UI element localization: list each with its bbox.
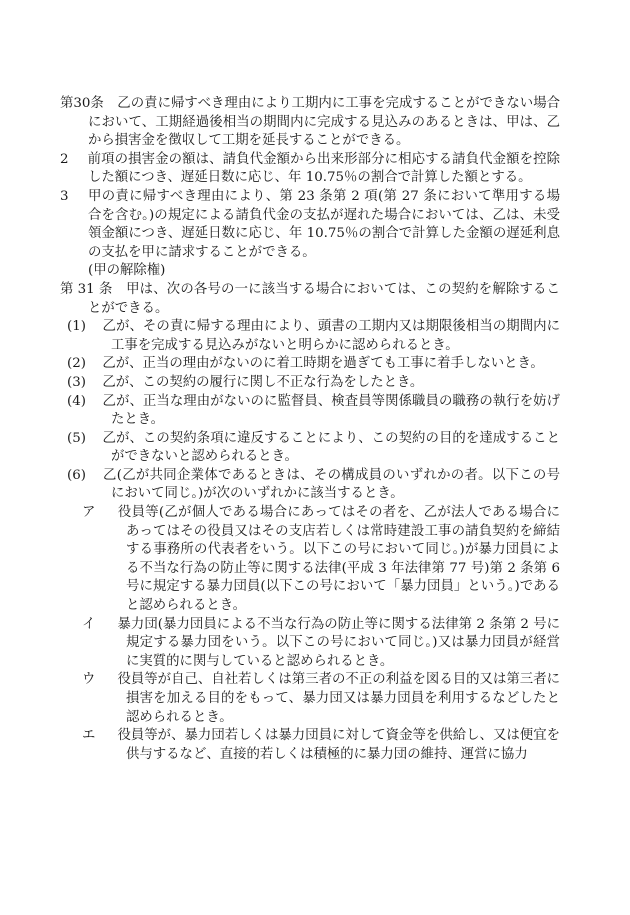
sub-item-text: 役員等が、暴力団若しくは暴力団員に対して資金等を供給し、又は便宜を供与するなど、直接的若しくは積極的に暴力団の維持、運営に協力 xyxy=(117,728,561,762)
sub-item-text: 役員等が自己、自社若しくは第三者の不正の利益を図る目的又は第三者に損害を加える目的をもって、暴力団又は暴力団員を利用するなどしたと認められるとき。 xyxy=(117,672,561,725)
list-item: (3) 乙が、この契約の履行に関し不正な行為をしたとき。 xyxy=(67,374,424,390)
sub-item-text: 暴力団(暴力団員による不当な行為の防止等に関する法律第 2 条第 2 号に規定する暴力団をいう。以下この号において同じ。)又は暴力団員が経営に実質的に関与していると認められるとき。 xyxy=(117,616,560,669)
item-text: 乙が、この契約条項に違反することにより、この契約の目的を達成することができないと認められるとき。 xyxy=(102,430,561,465)
item-text: 乙が、正当な理由がないのに監督員、検査員等関係職員の職務の執行を妨げたとき。 xyxy=(102,393,561,428)
item-text: 乙が、正当の理由がないのに着工時期を過ぎても工事に着手しないとき。 xyxy=(102,356,544,372)
sub-item: ア 役員等(乙が個人である場合にあってはその者を、乙が法人である場合にあってはその役員又はその支店若しくは常時建設工事の請負契約を締結する事務所の代表者をいう。以下この号において同じ。)が暴力団員による不当な行為の防止等に関する法律(平成 3 年法律第 77 号)第 2 条第 6 号に規定する暴力団員(以下この号において「暴力団員」という。)であると認められるとき。 xyxy=(82,505,560,614)
sub-item-text: 役員等(乙が個人である場合にあってはその者を、乙が法人である場合にあってはその役員又はその支店若しくは常時建設工事の請負契約を締結する事務所の代表者をいう。以下この号において同じ。)が暴力団員による不当な行為の防止等に関する法律(平成 3 年法律第 77 号)第 2 条第 6 号に規定する暴力団員(以下この号において「暴力団員」という。)であると認められるとき。 xyxy=(117,505,560,614)
item-text: 乙が、この契約の履行に関し不正な行為をしたとき。 xyxy=(102,374,424,390)
item-text: 乙(乙が共同企業体であるときは、その構成員のいずれかの者。以下この号において同じ。)が次のいずれかに該当するとき。 xyxy=(103,467,560,502)
article-number: 第30条 xyxy=(60,96,104,111)
paragraph-text: 甲の責に帰すべき理由により、第 23 条第 2 項(第 27 条において準用する場合を含む。)の規定による請負代金の支払が遅れた場合においては、乙は、未受領金額につき、遅延日数に応じ、年 10.75％の割合で計算した金額の遅延利息の支払を甲に請求することができる。 xyxy=(88,188,561,260)
article-30-paragraph-2: 2 前項の損害金の額は、請負代金額から出来形部分に相応する請負代金額を控除した額につき、遅延日数に応じ、年 10.75％の割合で計算した額とする。 xyxy=(60,151,560,186)
article-30-paragraph-3: 3 甲の責に帰すべき理由により、第 23 条第 2 項(第 27 条において準用する場合を含む。)の規定による請負代金の支払が遅れた場合においては、乙は、未受領金額につき、遅延日数に応じ、年 10.75％の割合で計算した金額の遅延利息の支払を甲に請求することができる。 xyxy=(60,188,561,260)
sub-item: ウ 役員等が自己、自社若しくは第三者の不正の利益を図る目的又は第三者に損害を加える目的をもって、暴力団又は暴力団員を利用するなどしたと認められるとき。 xyxy=(82,672,561,725)
list-item: (1) 乙が、その責に帰する理由により、頭書の工期内又は期限後相当の期間内に工事を完成する見込みがないと明らかに認められるとき。 xyxy=(67,319,561,353)
article-text: 甲は、次の各号の一に該当する場合においては、この契約を解除することができる。 xyxy=(88,281,561,316)
sub-item: イ 暴力団(暴力団員による不当な行為の防止等に関する法律第 2 条第 2 号に規定する暴力団をいう。以下この号において同じ。)又は暴力団員が経営に実質的に関与していると認められるとき。 xyxy=(82,616,560,669)
list-item: (2) 乙が、正当の理由がないのに着工時期を過ぎても工事に着手しないとき。 xyxy=(67,356,544,372)
article-31 xyxy=(60,281,561,318)
list-item: (6) 乙(乙が共同企業体であるときは、その構成員のいずれかの者。以下この号において同じ。)が次のいずれかに該当するとき。 xyxy=(67,467,560,502)
document-page xyxy=(60,95,561,764)
item-text: 乙が、その責に帰する理由により、頭書の工期内又は期限後相当の期間内に工事を完成する見込みがないと明らかに認められるとき。 xyxy=(102,319,561,353)
article-31-caption: (甲の解除権) xyxy=(88,263,166,279)
article-text: 乙の責に帰すべき理由により工期内に工事を完成することができない場合において、工期経過後相当の期間内に完成する見込みのあるときは、甲は、乙から損害金を徴収して工期を延長することができる。 xyxy=(88,96,561,149)
article-30 xyxy=(60,95,561,151)
sub-item: エ 役員等が、暴力団若しくは暴力団員に対して資金等を供給し、又は便宜を供与するなど、直接的若しくは積極的に暴力団の維持、運営に協力 xyxy=(82,728,561,762)
list-item: (4) 乙が、正当な理由がないのに監督員、検査員等関係職員の職務の執行を妨げたとき。 xyxy=(67,393,561,428)
article-number: 第 31 条 xyxy=(60,281,113,297)
paragraph-text: 前項の損害金の額は、請負代金額から出来形部分に相応する請負代金額を控除した額につき、遅延日数に応じ、年 10.75％の割合で計算した額とする。 xyxy=(87,151,560,186)
list-item: (5) 乙が、この契約条項に違反することにより、この契約の目的を達成することができないと認められるとき。 xyxy=(67,430,561,465)
